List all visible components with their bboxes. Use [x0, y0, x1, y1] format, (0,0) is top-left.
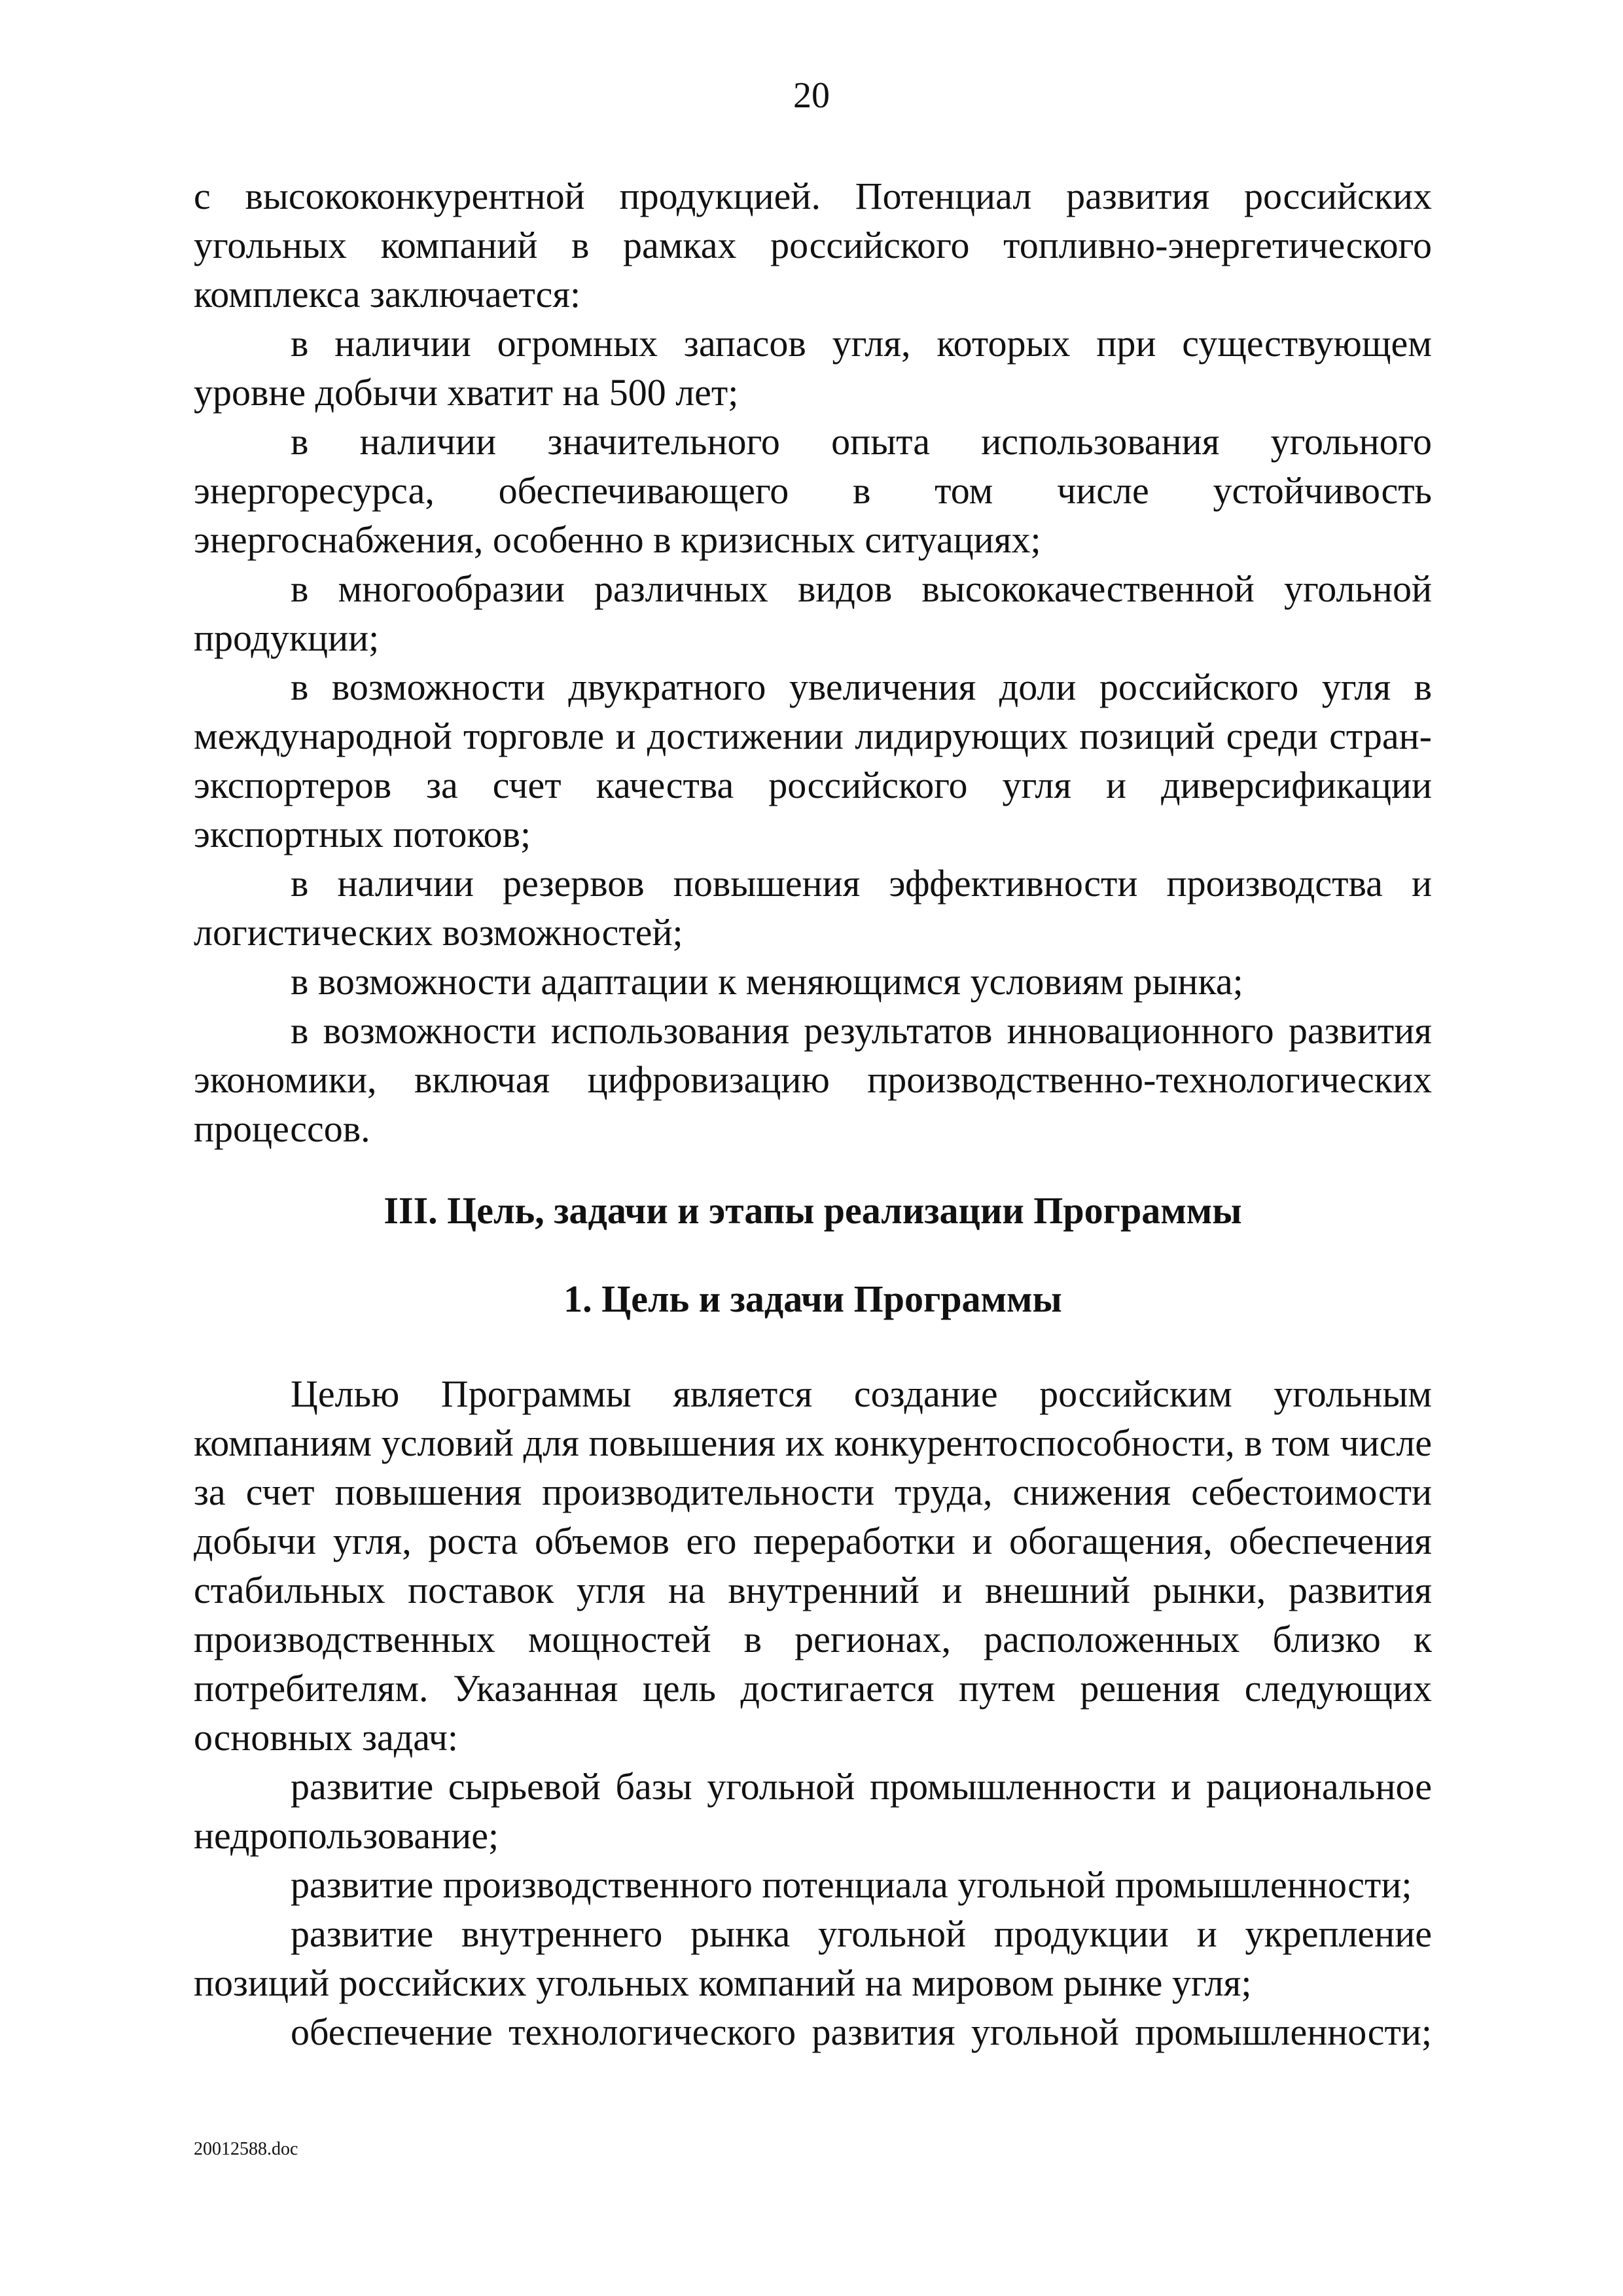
page-number: 20	[793, 75, 830, 116]
footer-doc-id: 20012588.doc	[194, 2139, 298, 2159]
list-item-export-share: в возможности двукратного увеличения доли российского угля в международной торговле и достижении лидирующих позиций среди стран-экспортеров за счет качества российского угля и диверсификации экспортных потоков;	[194, 666, 1432, 855]
document-body	[194, 171, 1432, 2056]
task-item-domestic-market: развитие внутреннего рынка угольной продукции и укрепление позиций российских угольных компаний на мировом рынке угля;	[194, 1912, 1432, 2004]
task-item-technology: обеспечение технологического развития угольной промышленности;	[291, 2011, 1432, 2053]
section-heading: III. Цель, задачи и этапы реализации Программы	[383, 1189, 1242, 1232]
task-item-raw-materials: развитие сырьевой базы угольной промышленности и рациональное недропользование;	[194, 1765, 1432, 1857]
list-item-efficiency-reserves: в наличии резервов повышения эффективности производства и логистических возможностей;	[194, 862, 1432, 954]
task-item-production-potential: развитие производственного потенциала угольной промышленности;	[291, 1863, 1412, 1906]
paragraph-program-goal: Целью Программы является создание российским угольным компаниям условий для повышения их конкурентоспособности, в том числе за счет повышения производительности труда, снижения себестоимости добычи угля, роста объемов его переработки и обогащения, обеспечения стабильных поставок угля на внутренний и внешний рынки, развития производственных мощностей в регионах, расположенных близко к потребителям. Указанная цель достигается путем решения следующих основных задач:	[194, 1372, 1432, 1759]
paragraph-continuation: с высококонкурентной продукцией. Потенциал развития российских угольных компаний в рамках российского топливно-энергетического комплекса заключается:	[194, 175, 1432, 315]
list-item-experience: в наличии значительного опыта использования угольного энергоресурса, обеспечивающего в том числе устойчивость энергоснабжения, особенно в кризисных ситуациях;	[194, 420, 1432, 561]
subsection-heading: 1. Цель и задачи Программы	[563, 1278, 1062, 1320]
list-item-innovation: в возможности использования результатов инновационного развития экономики, включая цифровизацию производственно-технологических процессов.	[194, 1009, 1432, 1150]
list-item-coal-reserves: в наличии огромных запасов угля, которых при существующем уровне добычи хватит на 500 лет;	[194, 322, 1432, 414]
list-item-product-variety: в многообразии различных видов высококачественной угольной продукции;	[194, 567, 1432, 659]
list-item-market-adaptation: в возможности адаптации к меняющимся условиям рынка;	[291, 960, 1243, 1003]
